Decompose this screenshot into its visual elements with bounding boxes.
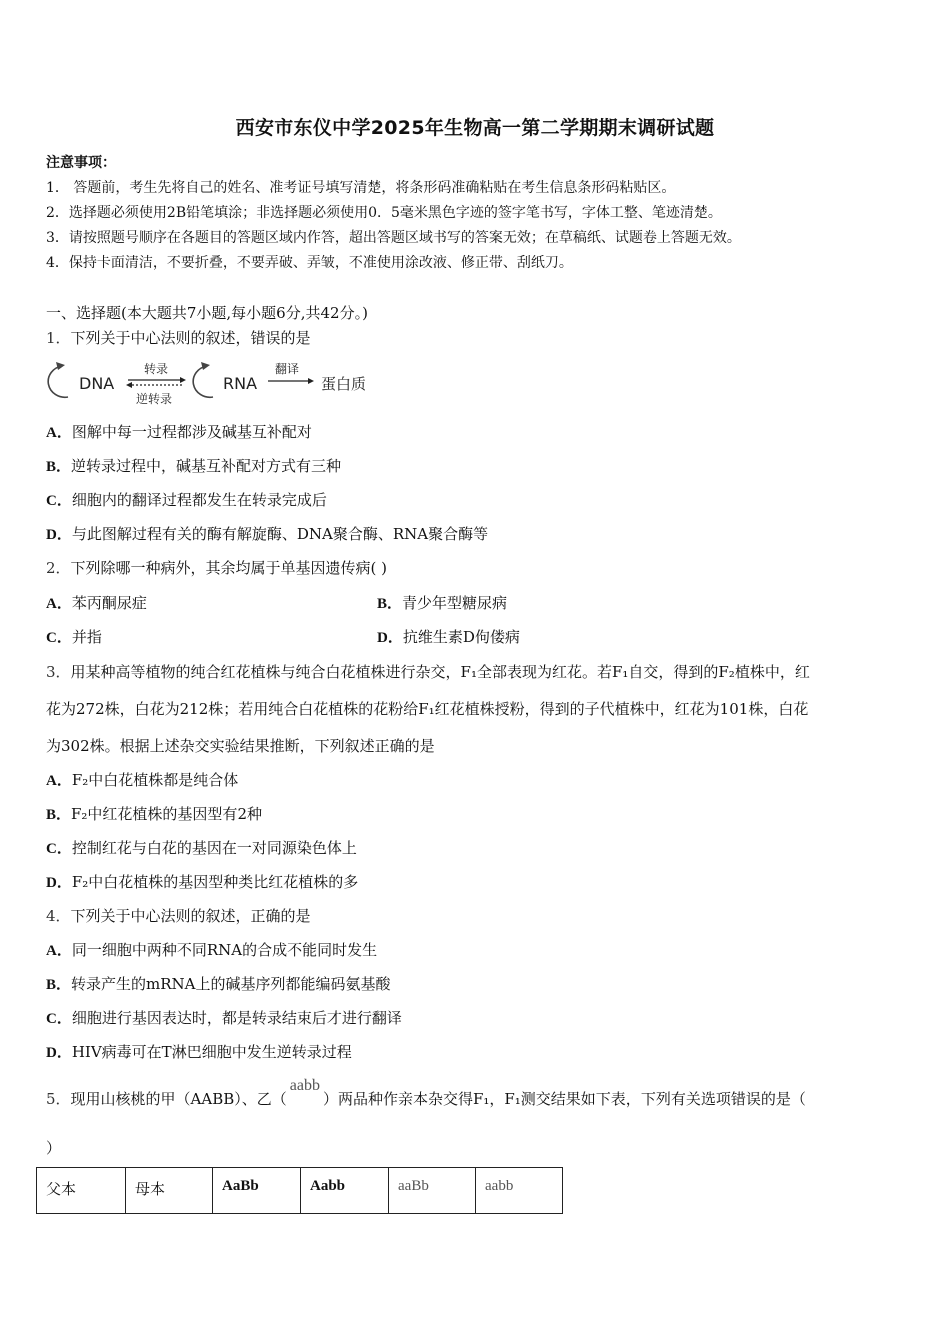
question-5-stem bbox=[46, 1077, 806, 1109]
rna-label: RNA bbox=[223, 374, 258, 393]
question-text: 用某种高等植物的纯合红花植株与纯合白花植株进行杂交，F₁全部表现为红花。若F₁自交，得到的F₂植株中，红 bbox=[70, 663, 810, 681]
reverse-transcription-label: 逆转录 bbox=[136, 392, 173, 406]
page-title: 西安市东仪中学2025年生物高一第二学期期末调研试题 bbox=[235, 117, 715, 139]
q3-option-d[interactable]: D．F₂中白花植株的基因型种类比红花植株的多 bbox=[46, 873, 359, 891]
protein-label: 蛋白质 bbox=[321, 375, 367, 393]
q4-option-b[interactable]: B．转录产生的mRNA上的碱基序列都能编码氨基酸 bbox=[46, 975, 391, 993]
translation-label: 翻译 bbox=[275, 362, 300, 376]
table-cell: aabb bbox=[476, 1168, 563, 1214]
notice-item-4: 4．保持卡面清洁，不要折叠，不要弄破、弄皱，不准使用涂改液、修正带、刮纸刀。 bbox=[46, 255, 573, 271]
question-3-line-3: 为302株。根据上述杂交实验结果推断，下列叙述正确的是 bbox=[46, 737, 435, 755]
question-text: 下列关于中心法则的叙述，正确的是 bbox=[70, 907, 311, 925]
q1-option-b[interactable]: B．逆转录过程中，碱基互补配对方式有三种 bbox=[46, 457, 342, 475]
section-heading: 一、选择题(本大题共7小题,每小题6分,共42分。) bbox=[46, 304, 368, 322]
table-cell: Aabb bbox=[301, 1168, 389, 1214]
question-text-b: ）两品种作亲本杂交得F₁，F₁测交结果如下表，下列有关选项错误的是（ bbox=[322, 1090, 806, 1108]
central-dogma-diagram bbox=[46, 356, 386, 408]
question-number: 3． bbox=[46, 663, 71, 681]
q4-option-d[interactable]: D．HIV病毒可在T淋巴细胞中发生逆转录过程 bbox=[46, 1043, 352, 1061]
question-2-stem bbox=[46, 557, 387, 578]
q2-option-a[interactable]: A．苯丙酮尿症 bbox=[46, 594, 147, 612]
notice-heading: 注意事项： bbox=[46, 155, 116, 171]
notice-item-3: 3．请按照题号顺序在各题目的答题区域内作答，超出答题区域书写的答案无效；在草稿纸、试题卷上答题无效。 bbox=[46, 230, 741, 246]
question-number: 5． bbox=[46, 1090, 71, 1108]
question-5-stem-end: ） bbox=[46, 1139, 62, 1157]
q4-option-c[interactable]: C．细胞进行基因表达时，都是转录结束后才进行翻译 bbox=[46, 1009, 402, 1027]
q3-option-c[interactable]: C．控制红花与白花的基因在一对同源染色体上 bbox=[46, 839, 357, 857]
table-row bbox=[37, 1168, 563, 1214]
question-1-stem bbox=[46, 327, 311, 348]
q2-option-b[interactable]: B．青少年型糖尿病 bbox=[377, 594, 508, 612]
q5-table bbox=[36, 1167, 563, 1214]
q2-option-c[interactable]: C．并指 bbox=[46, 628, 102, 646]
question-4-stem bbox=[46, 905, 311, 926]
table-cell: 母本 bbox=[126, 1168, 213, 1214]
q1-option-c[interactable]: C．细胞内的翻译过程都发生在转录完成后 bbox=[46, 491, 327, 509]
question-number: 1． bbox=[46, 329, 71, 347]
question-3-line-2: 花为272株，白花为212株；若用纯合白花植株的花粉给F₁红花植株授粉，得到的子代植株中，红花为101株，白花 bbox=[46, 700, 809, 718]
question-text: 下列关于中心法则的叙述，错误的是 bbox=[70, 329, 311, 347]
q1-option-d[interactable]: D．与此图解过程有关的酶有解旋酶、DNA聚合酶、RNA聚合酶等 bbox=[46, 525, 489, 543]
question-number: 2． bbox=[46, 559, 71, 577]
notice-item-1: 1． 答题前，考生先将自己的姓名、准考证号填写清楚，将条形码准确粘贴在考生信息条形码粘贴区。 bbox=[46, 180, 676, 196]
question-3-line-1 bbox=[46, 661, 810, 682]
q4-option-a[interactable]: A．同一细胞中两种不同RNA的合成不能同时发生 bbox=[46, 941, 378, 959]
q1-option-a[interactable]: A．图解中每一过程都涉及碱基互补配对 bbox=[46, 423, 312, 441]
question-number: 4． bbox=[46, 907, 71, 925]
table-cell: 父本 bbox=[37, 1168, 126, 1214]
notice-item-2: 2．选择题必须使用2B铅笔填涂；非选择题必须使用0．5毫米黑色字迹的签字笔书写，字体工整、笔迹清楚。 bbox=[46, 205, 722, 221]
question-text-a: 现用山核桃的甲（AABB）、乙（ bbox=[70, 1090, 287, 1108]
q2-option-d[interactable]: D．抗维生素D佝偻病 bbox=[377, 628, 520, 646]
q3-option-b[interactable]: B．F₂中红花植株的基因型有2种 bbox=[46, 805, 262, 823]
q3-option-a[interactable]: A．F₂中白花植株都是纯合体 bbox=[46, 771, 239, 789]
transcription-label: 转录 bbox=[144, 362, 169, 376]
table-cell: aaBb bbox=[389, 1168, 476, 1214]
genotype-image-text: aabb bbox=[289, 1077, 320, 1094]
dna-label: DNA bbox=[79, 374, 115, 393]
table-cell: AaBb bbox=[213, 1168, 301, 1214]
question-text: 下列除哪一种病外，其余均属于单基因遗传病( ) bbox=[70, 559, 388, 577]
